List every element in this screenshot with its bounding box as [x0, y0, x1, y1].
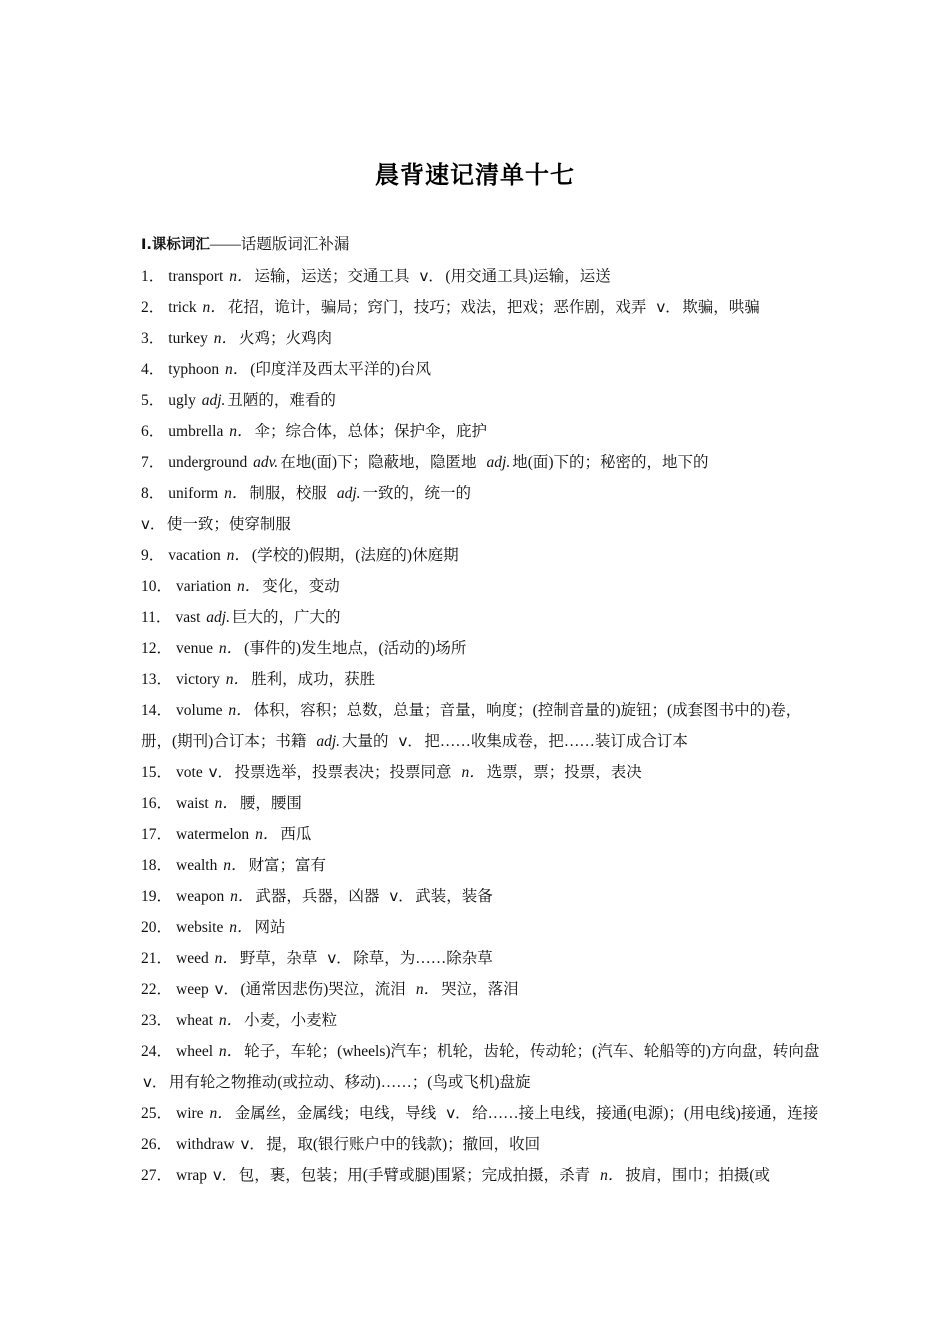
part-of-speech: n．	[229, 268, 253, 285]
part-of-speech: n．	[461, 764, 485, 781]
part-of-speech: n．	[213, 330, 238, 347]
entry-word: wrap	[176, 1167, 208, 1184]
vocab-entry-continuation	[141, 509, 831, 540]
vocab-entry	[141, 633, 831, 664]
part-of-speech: v．	[143, 1073, 167, 1091]
entry-number: 10．	[141, 578, 173, 595]
vocab-entry	[141, 1036, 831, 1098]
definition: 包，裹，包装；用(手臂或腿)围紧；完成拍摄，杀青	[238, 1167, 591, 1184]
entry-number: 1．	[141, 268, 165, 285]
definition: (印度洋及西太平洋的)台风	[250, 361, 432, 378]
vocab-entry	[141, 757, 831, 788]
part-of-speech: v．	[141, 515, 165, 533]
definition: 披肩，围巾；拍摄(或	[625, 1167, 771, 1184]
definition: 丑陋的，难看的	[227, 392, 336, 409]
part-of-speech: n．	[224, 485, 248, 502]
part-of-speech: v．	[398, 732, 423, 750]
entry-word: weapon	[176, 888, 225, 905]
part-of-speech: n．	[229, 919, 253, 936]
definition: 选票，票；投票，表决	[486, 764, 642, 781]
entry-word: variation	[176, 578, 232, 595]
vocab-entry	[141, 1160, 831, 1191]
definition: (事件的)发生地点，(活动的)场所	[244, 640, 467, 657]
definition: 花招，诡计，骗局；窍门，技巧；戏法，把戏；恶作剧，戏弄	[227, 299, 647, 316]
entry-number: 22．	[141, 981, 173, 998]
vocab-entry	[141, 323, 831, 354]
part-of-speech: n．	[209, 1105, 233, 1122]
entry-number: 3．	[141, 330, 165, 347]
entry-word: typhoon	[168, 361, 220, 378]
vocab-entry	[141, 416, 831, 447]
definition: (学校的)假期，(法庭的)休庭期	[251, 547, 459, 564]
definition: 财富；富有	[248, 857, 326, 874]
section-subtitle: ——话题版词汇补漏	[209, 236, 350, 253]
part-of-speech: n．	[600, 1167, 624, 1184]
part-of-speech: v．	[214, 980, 239, 998]
entry-word: ugly	[168, 392, 196, 409]
part-of-speech: n．	[218, 1012, 243, 1029]
definition: 把……收集成卷，把……装订成合订本	[424, 733, 688, 750]
entry-word: umbrella	[168, 423, 224, 440]
entry-number: 18．	[141, 857, 173, 874]
part-of-speech: n．	[236, 578, 261, 595]
entry-word: website	[176, 919, 224, 936]
entry-word: venue	[176, 640, 214, 657]
definition: (用交通工具)运输，运送	[445, 268, 611, 285]
part-of-speech: adj.	[201, 392, 226, 409]
part-of-speech: v．	[446, 1104, 471, 1122]
page-title: 晨背速记清单十七	[375, 161, 575, 189]
definition: 投票选举，投票表决；投票同意	[234, 764, 452, 781]
part-of-speech: n．	[226, 547, 250, 564]
definition: 大量的	[342, 733, 389, 750]
entry-number: 14．	[141, 702, 173, 719]
vocab-entry	[141, 602, 831, 633]
vocab-entry	[141, 664, 831, 695]
definition: 地(面)下的；秘密的，地下的	[512, 454, 709, 471]
part-of-speech: n．	[218, 640, 243, 657]
entry-word: transport	[168, 268, 224, 285]
definition: 网站	[254, 919, 286, 936]
definition: 伞；综合体，总体；保护伞，庇护	[254, 423, 488, 440]
definition: (通常因悲伤)哭泣，流泪	[240, 981, 406, 998]
definition: 武器，兵器，凶器	[255, 888, 380, 905]
part-of-speech: n．	[229, 423, 253, 440]
definition: 巨大的，广大的	[231, 609, 341, 626]
definition: 变化，变动	[262, 578, 340, 595]
part-of-speech: adj.	[316, 733, 341, 750]
entry-number: 6．	[141, 423, 165, 440]
entry-word: waist	[176, 795, 209, 812]
vocab-entry	[141, 447, 831, 478]
definition: 体积，容积；总数，总量；音量，响度；(控制音量的)旋钮；(成套图书中的)卷，册，(期刊)合订本；书籍	[141, 702, 802, 750]
part-of-speech: n．	[255, 826, 279, 843]
vocab-list	[141, 229, 831, 1191]
entry-word: vast	[175, 609, 201, 626]
entry-word: volume	[176, 702, 223, 719]
entry-word: uniform	[168, 485, 219, 502]
definition: 小麦，小麦粒	[244, 1012, 338, 1029]
entry-number: 21．	[141, 950, 173, 967]
vocab-entry	[141, 292, 831, 323]
definition: 腰，腰围	[239, 795, 302, 812]
entry-number: 19．	[141, 888, 173, 905]
definition: 运输，运送；交通工具	[254, 268, 410, 285]
entry-number: 17．	[141, 826, 173, 843]
entry-number: 15．	[141, 764, 173, 781]
vocab-entry	[141, 943, 831, 974]
definition: 给……接上电线，接通(电源)；(用电线)接通，连接	[472, 1105, 819, 1122]
part-of-speech: adv.	[253, 454, 279, 471]
vocab-entry	[141, 261, 831, 292]
entry-number: 12．	[141, 640, 173, 657]
definition: 火鸡；火鸡肉	[239, 330, 333, 347]
entry-word: watermelon	[176, 826, 250, 843]
entry-word: wheel	[176, 1043, 214, 1060]
part-of-speech: v．	[208, 763, 233, 781]
entry-number: 25．	[141, 1105, 173, 1122]
definition: 欺骗，哄骗	[682, 299, 760, 316]
definition: 哭泣，落泪	[441, 981, 519, 998]
vocab-entry	[141, 478, 831, 509]
entry-number: 20．	[141, 919, 173, 936]
part-of-speech: n．	[225, 671, 250, 688]
vocab-entry	[141, 788, 831, 819]
part-of-speech: n．	[223, 857, 247, 874]
vocab-entry	[141, 385, 831, 416]
definition: 除草，为……除杂草	[353, 950, 493, 967]
entry-word: wheat	[176, 1012, 214, 1029]
part-of-speech: n．	[202, 299, 226, 316]
vocab-entry	[141, 571, 831, 602]
definition: 用有轮之物推动(或拉动、移动)……；(鸟或飞机)盘旋	[168, 1074, 531, 1091]
part-of-speech: n．	[230, 888, 254, 905]
entry-word: vacation	[168, 547, 221, 564]
vocab-entry	[141, 850, 831, 881]
part-of-speech: n．	[415, 981, 440, 998]
entry-number: 26．	[141, 1136, 173, 1153]
part-of-speech: n．	[224, 361, 249, 378]
part-of-speech: adj.	[206, 609, 230, 626]
entry-word: withdraw	[176, 1136, 235, 1153]
entry-word: wire	[176, 1105, 204, 1122]
vocab-entry	[141, 974, 831, 1005]
part-of-speech: v．	[389, 887, 414, 905]
vocab-entry	[141, 1129, 831, 1160]
entry-number: 4．	[141, 361, 165, 378]
vocab-entry	[141, 819, 831, 850]
entry-number: 11．	[141, 609, 172, 626]
entry-number: 2．	[141, 299, 165, 316]
definition: 西瓜	[280, 826, 312, 843]
definition: 胜利，成功，获胜	[251, 671, 376, 688]
entry-word: trick	[168, 299, 197, 316]
part-of-speech: adj.	[486, 454, 511, 471]
entry-list	[141, 261, 831, 1191]
part-of-speech: n．	[218, 1043, 243, 1060]
entry-word: vote	[176, 764, 203, 781]
entry-word: victory	[176, 671, 220, 688]
vocab-entry	[141, 1005, 831, 1036]
definition: 使一致；使穿制服	[166, 516, 291, 533]
part-of-speech: v．	[212, 1166, 237, 1184]
entry-number: 9．	[141, 547, 165, 564]
entry-word: wealth	[176, 857, 218, 874]
vocab-entry	[141, 695, 831, 757]
definition: 轮子，车轮；(wheels)汽车；机轮，齿轮，传动轮；(汽车、轮船等的)方向盘，转向盘	[244, 1043, 820, 1060]
entry-word: weed	[176, 950, 209, 967]
section-heading	[141, 229, 831, 261]
part-of-speech: adj.	[336, 485, 361, 502]
part-of-speech: n．	[228, 702, 252, 719]
entry-number: 16．	[141, 795, 173, 812]
definition: 一致的，统一的	[362, 485, 472, 502]
vocab-entry	[141, 540, 831, 571]
entry-number: 7．	[141, 454, 165, 471]
part-of-speech: v．	[240, 1135, 265, 1153]
definition: 在地(面)下；隐蔽地，隐匿地	[280, 454, 477, 471]
definition: 野草，杂草	[239, 950, 318, 967]
definition: 提，取(银行账户中的钱款)；撤回，收回	[266, 1136, 541, 1153]
entry-word: turkey	[168, 330, 208, 347]
entry-number: 27．	[141, 1167, 173, 1184]
part-of-speech: v．	[656, 298, 681, 316]
vocab-entry	[141, 1098, 831, 1129]
definition: 金属丝，金属线；电线，导线	[234, 1105, 437, 1122]
part-of-speech: v．	[327, 949, 352, 967]
definition: 制服，校服	[249, 485, 327, 502]
entry-number: 8．	[141, 485, 165, 502]
entry-number: 23．	[141, 1012, 173, 1029]
vocab-entry	[141, 881, 831, 912]
entry-number: 13．	[141, 671, 173, 688]
entry-number: 24．	[141, 1043, 173, 1060]
part-of-speech: v．	[419, 267, 444, 285]
definition: 武装，装备	[415, 888, 493, 905]
vocab-entry	[141, 912, 831, 943]
entry-number: 5．	[141, 392, 165, 409]
entry-word: weep	[176, 981, 209, 998]
part-of-speech: n．	[214, 950, 238, 967]
entry-word: underground	[168, 454, 248, 471]
section-label: Ⅰ.课标词汇	[141, 237, 210, 253]
vocab-entry	[141, 354, 831, 385]
part-of-speech: n．	[214, 795, 238, 812]
